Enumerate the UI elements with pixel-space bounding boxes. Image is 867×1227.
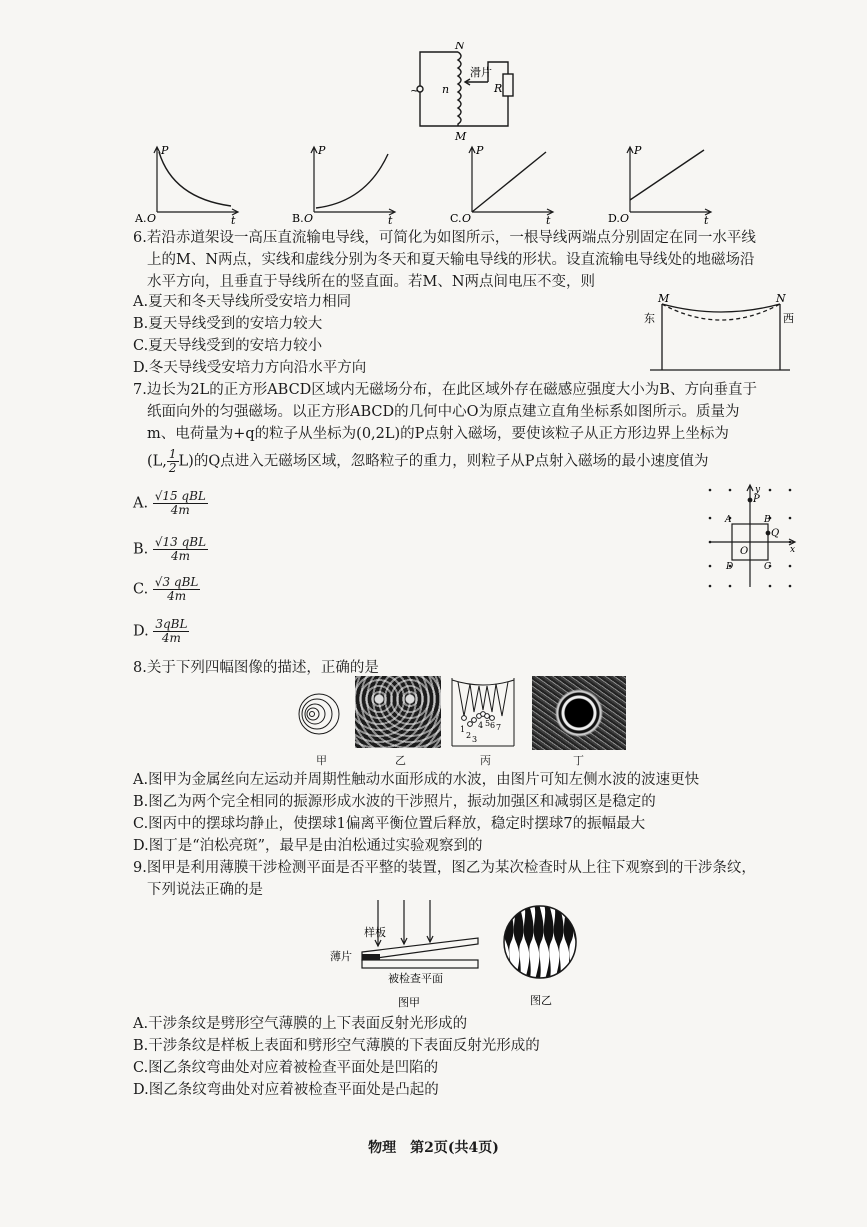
q5-origin-label: O: [304, 212, 314, 224]
label-ac: ~: [410, 84, 420, 97]
q6-option-b[interactable]: B.夏天导线受到的安培力较大: [133, 316, 323, 332]
q9-caption-jia: 图甲: [398, 996, 420, 1008]
field-dot: [769, 489, 772, 492]
q5-graph-c[interactable]: [448, 142, 558, 224]
q5-graph-curve: [159, 152, 231, 206]
q7-stem-line-1: 7.边长为2L的正方形ABCD区域内无磁场分布，在此区域外存在磁感应强度大小为B、方向垂直于: [133, 382, 757, 398]
q5-origin-label: O: [462, 212, 472, 224]
q5-axis-x-label: t: [388, 214, 393, 224]
q6-power-line-figure: [640, 292, 800, 376]
q8-fig-yi: [355, 676, 441, 748]
field-dot: [709, 517, 712, 520]
q6-label-N: N: [776, 292, 786, 305]
q7-option-c[interactable]: [133, 576, 200, 603]
q9-fig-yi-fringes: [500, 904, 580, 1008]
q7-option-b-label: B.: [133, 541, 149, 558]
q9-option-a[interactable]: A.干涉条纹是劈形空气薄膜的上下表面反射光形成的: [133, 1016, 468, 1032]
q8-caption-yi: 乙: [395, 754, 406, 767]
q7-option-d-den: 4m: [161, 631, 181, 645]
label-slider: 滑片: [470, 66, 492, 79]
q6-label-east: 东: [644, 312, 655, 325]
q7-option-b[interactable]: [133, 536, 208, 563]
q7-stem-line-2: 纸面向外的匀强磁场。以正方形ABCD的几何中心O为原点建立直角坐标系如图所示。质量为: [147, 404, 740, 420]
q5-origin-label: O: [620, 212, 630, 224]
q7-stem-pre: (L,: [147, 453, 167, 470]
q5-graph-a[interactable]: [133, 142, 243, 224]
q9-option-b[interactable]: B.干涉条纹是样板上表面和劈形空气薄膜的下表面反射光形成的: [133, 1038, 540, 1054]
q9-label-plate: 样板: [364, 926, 386, 939]
q5-option-label: C.: [450, 212, 462, 224]
pendulum-ball: [462, 716, 467, 721]
q7-option-b-den: 4m: [170, 549, 190, 563]
q7-label-x: x: [790, 545, 796, 555]
pendulum-ball: [490, 716, 495, 721]
pendulum-label: 7: [496, 723, 502, 732]
q7-option-a-label: A.: [133, 495, 149, 512]
label-R: R: [494, 82, 503, 95]
q5-axis-x-label: t: [231, 214, 236, 224]
q9-caption-yi: 图乙: [530, 994, 552, 1007]
q7-label-y: y: [755, 485, 761, 495]
field-dot: [789, 585, 792, 588]
q7-option-b-num: √13 qBL: [154, 535, 207, 549]
field-dot: [729, 489, 732, 492]
q7-stem-frac-den: 2: [168, 461, 177, 475]
field-dot: [729, 585, 732, 588]
q8-fig-jia: [296, 688, 342, 740]
pendulum-ball: [468, 722, 473, 727]
q7-option-c-den: 4m: [167, 589, 187, 603]
pendulum-ball: [472, 718, 477, 723]
q7-label-O: O: [740, 546, 749, 557]
field-dot: [769, 585, 772, 588]
field-dot: [709, 565, 712, 568]
q7-stem-post: L)的Q点进入无磁场区域，忽略粒子的重力，则粒子从P点射入磁场的最小速度值为: [178, 453, 709, 470]
pendulum-label: 3: [472, 735, 478, 744]
q8-option-a[interactable]: A.图甲为金属丝向左运动并周期性触动水面形成的水波，由图片可知左侧水波的波速更快: [133, 772, 700, 788]
q9-option-d[interactable]: D.图乙条纹弯曲处对应着被检查平面处是凸起的: [133, 1082, 439, 1098]
q8-caption-ding: 丁: [573, 754, 584, 767]
field-dot: [789, 517, 792, 520]
q5-graph-curve: [630, 150, 704, 200]
q9-label-film: 薄片: [330, 950, 352, 963]
label-M: M: [455, 130, 467, 142]
q7-option-a-den: 4m: [170, 503, 190, 517]
q7-option-d-label: D.: [133, 623, 149, 640]
pendulum-label: 6: [490, 721, 496, 730]
label-n: n: [442, 83, 450, 96]
q7-option-d[interactable]: [133, 618, 189, 645]
q9-fig-jia-apparatus: [330, 898, 490, 1008]
q7-magnetic-field-figure: [700, 482, 800, 592]
q6-option-c[interactable]: C.夏天导线受到的安培力较小: [133, 338, 323, 354]
q8-fig-bing-pendulums: [450, 676, 516, 748]
q5-graph-d[interactable]: [606, 142, 716, 224]
q6-stem-line-3: 水平方向，且垂直于导线所在的竖直面。若M、N两点间电压不变，则: [147, 274, 596, 290]
q5-axis-y-label: P: [161, 144, 169, 157]
pendulum-label: 5: [485, 719, 491, 728]
q8-caption-bing: 丙: [480, 754, 491, 767]
q5-axis-y-label: P: [634, 144, 642, 157]
q7-label-P: P: [753, 494, 760, 505]
q8-option-b[interactable]: B.图乙为两个完全相同的振源形成水波的干涉照片，振动加强区和减弱区是稳定的: [133, 794, 656, 810]
q8-option-d[interactable]: D.图丁是“泊松亮斑”，最早是由泊松通过实验观察到的: [133, 838, 483, 854]
q7-option-a[interactable]: [133, 490, 208, 517]
field-dot: [709, 585, 712, 588]
q5-axis-y-label: P: [476, 144, 484, 157]
q6-option-a[interactable]: A.夏天和冬天导线所受安培力相同: [133, 294, 352, 310]
q6-stem-line-2: 上的M、N两点，实线和虚线分别为冬天和夏天输电导线的形状。设直流输电导线处的地磁场沿: [147, 252, 755, 268]
q9-label-surface: 被检查平面: [388, 972, 443, 985]
q7-option-a-num: √15 qBL: [154, 489, 206, 503]
q9-option-c[interactable]: C.图乙条纹弯曲处对应着被检查平面处是凹陷的: [133, 1060, 439, 1076]
pendulum-label: 1: [460, 725, 466, 734]
q6-stem-line-1: 6.若沿赤道架设一高压直流输电导线，可简化为如图所示，一根导线两端点分别固定在同一水平线: [133, 230, 756, 246]
q7-label-A: A: [725, 515, 732, 525]
pendulum-label: 4: [478, 721, 484, 730]
q5-option-label: B.: [292, 212, 304, 224]
field-dot: [709, 489, 712, 492]
q5-option-label: A.: [135, 212, 147, 224]
q5-origin-label: O: [147, 212, 157, 224]
q8-caption-jia: 甲: [316, 754, 327, 767]
pendulum-ball: [485, 714, 490, 719]
q5-graph-b[interactable]: [290, 142, 400, 224]
q8-option-c[interactable]: C.图丙中的摆球均静止，使摆球1偏离平衡位置后释放，稳定时摆球7的振幅最大: [133, 816, 646, 832]
q5-axis-y-label: P: [318, 144, 326, 157]
transformer-circuit-figure: [400, 42, 530, 142]
q7-label-D: D: [726, 562, 734, 572]
q7-label-C: C: [764, 562, 771, 572]
page-footer: 物理 第2页(共4页): [368, 1140, 499, 1156]
q7-stem-frac: [167, 448, 179, 475]
q6-option-d[interactable]: D.冬天导线受安培力方向沿水平方向: [133, 360, 367, 376]
q7-option-d-num: 3qBL: [155, 617, 188, 631]
q9-stem-line-1: 9.图甲是利用薄膜干涉检测平面是否平整的装置，图乙为某次检查时从上往下观察到的干涉条纹，: [133, 860, 756, 876]
label-N: N: [455, 42, 465, 52]
q7-label-B: B: [764, 515, 771, 525]
q7-stem-line-4: [147, 448, 708, 475]
q8-fig-ding: [532, 676, 626, 750]
field-dot: [789, 565, 792, 568]
field-dot: [789, 489, 792, 492]
q8-stem: 8.关于下列四幅图像的描述，正确的是: [133, 660, 379, 676]
q6-label-west: 西: [783, 312, 794, 325]
q5-axis-x-label: t: [546, 214, 551, 224]
q5-option-label: D.: [608, 212, 620, 224]
q9-stem-line-2: 下列说法正确的是: [147, 882, 263, 898]
q5-axis-x-label: t: [704, 214, 709, 224]
q7-stem-frac-num: 1: [168, 447, 177, 461]
pendulum-label: 2: [466, 731, 472, 740]
q7-option-c-label: C.: [133, 581, 149, 598]
q5-graph-curve: [472, 152, 546, 212]
q7-stem-line-3: m、电荷量为+q的粒子从坐标为(0,2L)的P点射入磁场，要使该粒子从正方形边界上坐标为: [147, 426, 729, 442]
q7-label-Q: Q: [771, 528, 780, 539]
q7-option-c-num: √3 qBL: [154, 575, 199, 589]
q6-label-M: M: [658, 292, 670, 305]
q5-graph-curve: [316, 154, 388, 208]
